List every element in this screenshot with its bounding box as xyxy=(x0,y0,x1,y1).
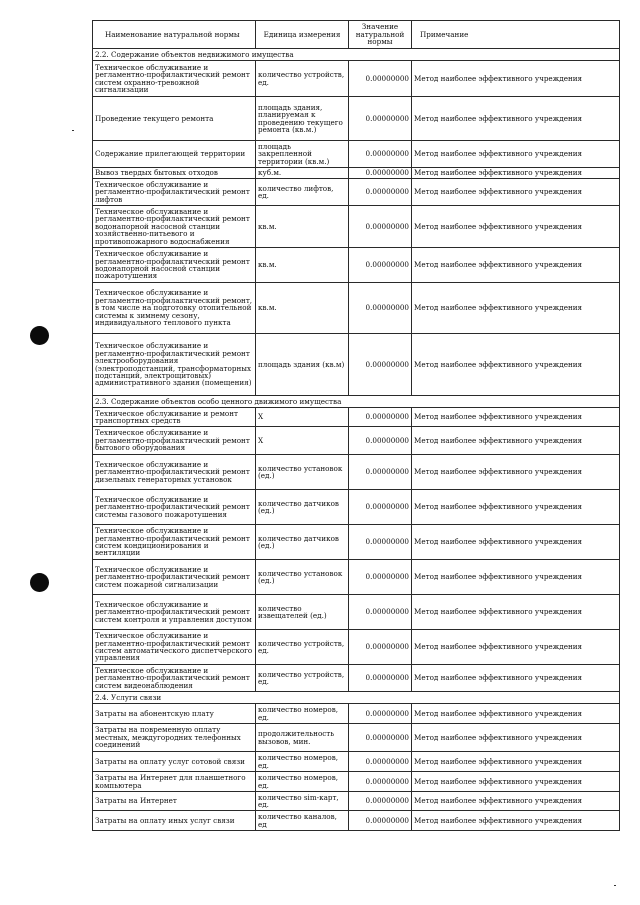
unit-cell: площадь здания, планируемая к проведению текущего ремонта (кв.м.) xyxy=(256,97,349,141)
section-header-row xyxy=(93,692,620,704)
note-cell: Метод наиболее эффективного учреждения xyxy=(412,455,620,490)
norm-name-cell: Техническое обслуживание и регламентно-профилактический ремонт водонапорной насосной станции пожаротушения xyxy=(93,248,256,283)
table-row xyxy=(93,772,620,792)
norm-value-cell: 0.00000000 xyxy=(349,792,412,811)
table-row xyxy=(93,408,620,427)
norm-name-cell: Техническое обслуживание и регламентно-профилактический ремонт системы газового пожаротушения xyxy=(93,490,256,525)
unit-cell: количество каналов, ед xyxy=(256,811,349,831)
note-cell: Метод наиболее эффективного учреждения xyxy=(412,97,620,141)
norm-name-cell: Техническое обслуживание и регламентно-профилактический ремонт систем автоматического диспетчерского управления xyxy=(93,630,256,665)
table-row xyxy=(93,752,620,772)
note-cell: Метод наиболее эффективного учреждения xyxy=(412,490,620,525)
table-row xyxy=(93,704,620,724)
norm-value-cell: 0.00000000 xyxy=(349,752,412,772)
note-cell: Метод наиболее эффективного учреждения xyxy=(412,179,620,206)
norm-value-cell: 0.00000000 xyxy=(349,248,412,283)
note-cell: Метод наиболее эффективного учреждения xyxy=(412,283,620,334)
norm-name-cell: Техническое обслуживание и регламентно-профилактический ремонт систем охранно-тревожной сигнализации xyxy=(93,61,256,97)
norm-name-cell: Техническое обслуживание и регламентно-профилактический ремонт систем кондиционирования и вентиляции xyxy=(93,525,256,560)
table-row xyxy=(93,560,620,595)
section-header-row xyxy=(93,396,620,408)
note-cell: Метод наиболее эффективного учреждения xyxy=(412,525,620,560)
norm-value-cell: 0.00000000 xyxy=(349,179,412,206)
note-cell: Метод наиболее эффективного учреждения xyxy=(412,704,620,724)
note-cell: Метод наиболее эффективного учреждения xyxy=(412,595,620,630)
unit-cell: количество установок (ед.) xyxy=(256,560,349,595)
header-note: Примечание xyxy=(412,21,620,49)
table-row xyxy=(93,525,620,560)
unit-cell: Х xyxy=(256,427,349,455)
note-cell: Метод наиболее эффективного учреждения xyxy=(412,630,620,665)
norm-name-cell: Затраты на абонентскую плату xyxy=(93,704,256,724)
note-cell: Метод наиболее эффективного учреждения xyxy=(412,206,620,248)
table-row xyxy=(93,97,620,141)
section-title: 2.3. Содержание объектов особо ценного движимого имущества xyxy=(93,396,620,408)
unit-cell: количество извещателей (ед.) xyxy=(256,595,349,630)
norm-value-cell: 0.00000000 xyxy=(349,704,412,724)
table-row xyxy=(93,724,620,752)
norm-value-cell: 0.00000000 xyxy=(349,455,412,490)
table-row xyxy=(93,792,620,811)
punch-hole-bottom xyxy=(30,573,49,592)
scan-speck xyxy=(72,130,74,131)
unit-cell: количество номеров, ед. xyxy=(256,752,349,772)
norm-value-cell: 0.00000000 xyxy=(349,97,412,141)
table-row xyxy=(93,334,620,396)
norm-value-cell: 0.00000000 xyxy=(349,427,412,455)
norm-name-cell: Техническое обслуживание и регламентно-профилактический ремонт дизельных генераторных установок xyxy=(93,455,256,490)
note-cell: Метод наиболее эффективного учреждения xyxy=(412,427,620,455)
unit-cell: кв.м. xyxy=(256,248,349,283)
norm-value-cell: 0.00000000 xyxy=(349,334,412,396)
table-row xyxy=(93,61,620,97)
norm-name-cell: Техническое обслуживание и регламентно-профилактический ремонт систем пожарной сигнализации xyxy=(93,560,256,595)
table-row xyxy=(93,427,620,455)
table-row xyxy=(93,179,620,206)
table-header-row xyxy=(93,21,620,49)
norm-value-cell: 0.00000000 xyxy=(349,408,412,427)
unit-cell: кв.м. xyxy=(256,206,349,248)
norm-value-cell: 0.00000000 xyxy=(349,630,412,665)
unit-cell: количество номеров, ед. xyxy=(256,772,349,792)
norm-value-cell: 0.00000000 xyxy=(349,772,412,792)
table-row xyxy=(93,490,620,525)
note-cell: Метод наиболее эффективного учреждения xyxy=(412,61,620,97)
table-row xyxy=(93,455,620,490)
unit-cell: количество лифтов, ед. xyxy=(256,179,349,206)
unit-cell: кв.м. xyxy=(256,283,349,334)
norm-name-cell: Техническое обслуживание и регламентно-профилактический ремонт систем видеонаблюдения xyxy=(93,665,256,692)
note-cell: Метод наиболее эффективного учреждения xyxy=(412,248,620,283)
norm-name-cell: Затраты на Интернет для планшетного компьютера xyxy=(93,772,256,792)
table-row xyxy=(93,283,620,334)
note-cell: Метод наиболее эффективного учреждения xyxy=(412,772,620,792)
note-cell: Метод наиболее эффективного учреждения xyxy=(412,724,620,752)
unit-cell: количество установок (ед.) xyxy=(256,455,349,490)
note-cell: Метод наиболее эффективного учреждения xyxy=(412,408,620,427)
unit-cell: количество устройств, ед. xyxy=(256,665,349,692)
note-cell: Метод наиболее эффективного учреждения xyxy=(412,811,620,831)
norm-value-cell: 0.00000000 xyxy=(349,168,412,179)
unit-cell: количество устройств, ед. xyxy=(256,630,349,665)
norm-value-cell: 0.00000000 xyxy=(349,595,412,630)
note-cell: Метод наиболее эффективного учреждения xyxy=(412,665,620,692)
unit-cell: куб.м. xyxy=(256,168,349,179)
table-row xyxy=(93,630,620,665)
header-unit: Единица измерения xyxy=(256,21,349,49)
section-title: 2.2. Содержание объектов недвижимого имущества xyxy=(93,49,620,61)
table-row xyxy=(93,206,620,248)
unit-cell: площадь здания (кв.м) xyxy=(256,334,349,396)
norm-value-cell: 0.00000000 xyxy=(349,665,412,692)
table-row xyxy=(93,248,620,283)
header-norm-name: Наименование натуральной нормы xyxy=(93,21,256,49)
norm-value-cell: 0.00000000 xyxy=(349,525,412,560)
note-cell: Метод наиболее эффективного учреждения xyxy=(412,168,620,179)
section-title: 2.4. Услуги связи xyxy=(93,692,620,704)
norm-value-cell: 0.00000000 xyxy=(349,61,412,97)
header-value: Значение натуральной нормы xyxy=(349,21,412,49)
norm-value-cell: 0.00000000 xyxy=(349,490,412,525)
table-row xyxy=(93,168,620,179)
unit-cell: количество номеров, ед. xyxy=(256,704,349,724)
norm-value-cell: 0.00000000 xyxy=(349,811,412,831)
note-cell: Метод наиболее эффективного учреждения xyxy=(412,560,620,595)
section-header-row xyxy=(93,49,620,61)
note-cell: Метод наиболее эффективного учреждения xyxy=(412,141,620,168)
unit-cell: продолжительность вызовов, мин. xyxy=(256,724,349,752)
norm-name-cell: Затраты на оплату иных услуг связи xyxy=(93,811,256,831)
norm-name-cell: Техническое обслуживание и регламентно-профилактический ремонт электрооборудования (электроподстанций, трансформаторных подстанций, электрощитовых) административного здания (помещения) xyxy=(93,334,256,396)
norm-name-cell: Техническое обслуживание и регламентно-профилактический ремонт лифтов xyxy=(93,179,256,206)
norm-value-cell: 0.00000000 xyxy=(349,283,412,334)
norm-name-cell: Вывоз твердых бытовых отходов xyxy=(93,168,256,179)
norm-name-cell: Техническое обслуживание и регламентно-профилактический ремонт водонапорной насосной станции хозяйственно-питьевого и противопожарного водоснабжения xyxy=(93,206,256,248)
table-row xyxy=(93,595,620,630)
norm-name-cell: Техническое обслуживание и регламентно-профилактический ремонт бытового оборудования xyxy=(93,427,256,455)
norm-name-cell: Затраты на оплату услуг сотовой связи xyxy=(93,752,256,772)
unit-cell: Х xyxy=(256,408,349,427)
norm-name-cell: Проведение текущего ремонта xyxy=(93,97,256,141)
note-cell: Метод наиболее эффективного учреждения xyxy=(412,792,620,811)
norm-value-cell: 0.00000000 xyxy=(349,724,412,752)
norm-name-cell: Техническое обслуживание и ремонт транспортных средств xyxy=(93,408,256,427)
unit-cell: количество датчиков (ед.) xyxy=(256,525,349,560)
norm-name-cell: Затраты на повременную оплату местных, междугородних телефонных соединений xyxy=(93,724,256,752)
note-cell: Метод наиболее эффективного учреждения xyxy=(412,334,620,396)
norm-name-cell: Содержание прилегающей территории xyxy=(93,141,256,168)
table-row xyxy=(93,665,620,692)
norm-value-cell: 0.00000000 xyxy=(349,206,412,248)
table-body xyxy=(93,49,620,831)
table-row xyxy=(93,811,620,831)
scan-speck xyxy=(614,885,616,886)
norm-name-cell: Затраты на Интернет xyxy=(93,792,256,811)
natural-norms-table xyxy=(92,20,620,831)
punch-hole-top xyxy=(30,326,49,345)
unit-cell: количество устройств, ед. xyxy=(256,61,349,97)
unit-cell: площадь закрепленной территории (кв.м.) xyxy=(256,141,349,168)
norm-name-cell: Техническое обслуживание и регламентно-профилактический ремонт систем контроля и управления доступом xyxy=(93,595,256,630)
table-row xyxy=(93,141,620,168)
norm-name-cell: Техническое обслуживание и регламентно-профилактический ремонт, в том числе на подготовку отопительной системы к зимнему сезону, индивидуального теплового пункта xyxy=(93,283,256,334)
unit-cell: количество датчиков (ед.) xyxy=(256,490,349,525)
unit-cell: количество sim-карт, ед. xyxy=(256,792,349,811)
norm-value-cell: 0.00000000 xyxy=(349,141,412,168)
note-cell: Метод наиболее эффективного учреждения xyxy=(412,752,620,772)
norm-value-cell: 0.00000000 xyxy=(349,560,412,595)
